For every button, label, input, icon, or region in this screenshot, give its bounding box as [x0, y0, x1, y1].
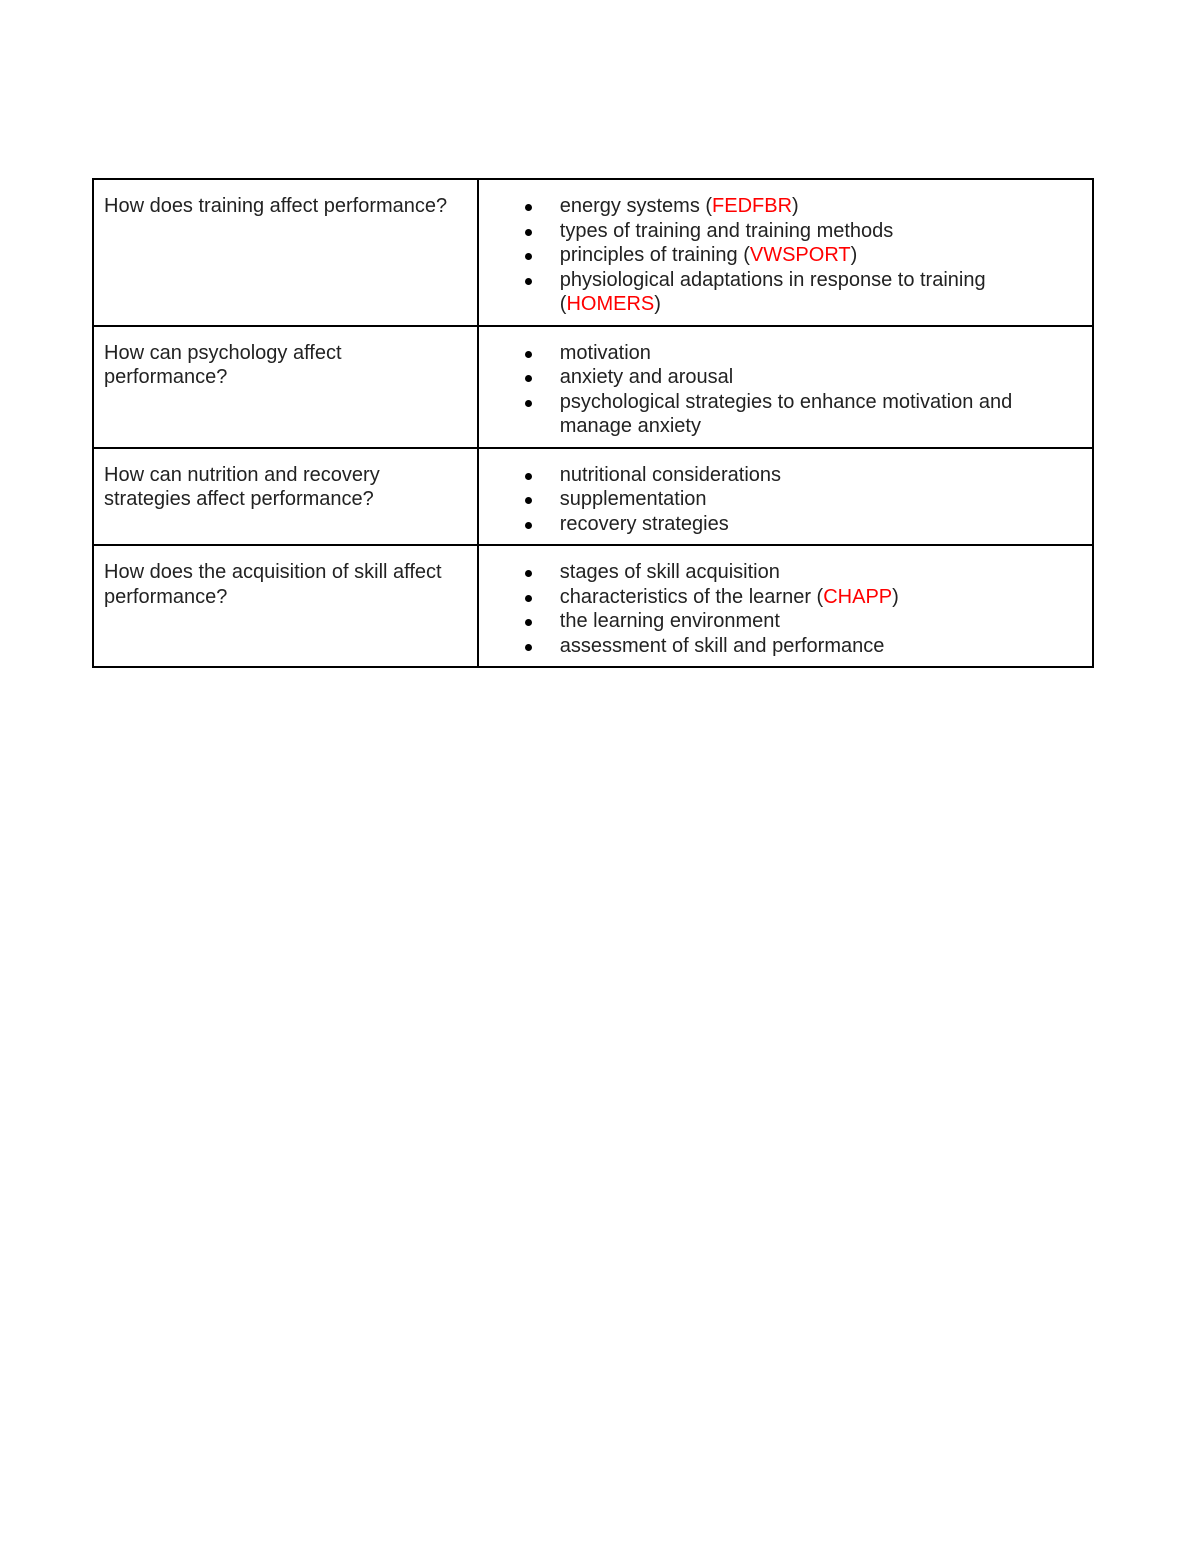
content-table — [92, 178, 1094, 668]
bullet-icon — [525, 253, 532, 260]
bullet-icon — [525, 278, 532, 285]
topic-text: supplementation — [559, 488, 707, 510]
list-item — [519, 463, 1082, 488]
bullet-icon — [525, 522, 532, 529]
bullet-icon — [525, 375, 532, 382]
list-item — [519, 219, 1082, 244]
list-item — [519, 609, 1082, 634]
list-item: principles of training (VWSPORT) — [519, 243, 1082, 268]
topic-list — [519, 463, 1082, 537]
bullet-icon — [525, 570, 532, 577]
list-item — [519, 390, 1082, 439]
bullet-icon — [525, 204, 532, 211]
acronym-text: CHAPP — [823, 585, 893, 608]
topic-text: psychological strategies to enhance motivation and manage anxiety — [559, 390, 1013, 437]
acronym-text: VWSPORT — [749, 244, 851, 266]
topic-text: nutritional considerations — [559, 463, 782, 486]
topic-list — [519, 560, 1082, 658]
topic-text: physiological adaptations in response to training — [559, 268, 986, 291]
list-item — [519, 560, 1082, 585]
topic-text: characteristics of the learner — [559, 585, 811, 608]
bullet-icon — [525, 229, 532, 236]
table-row — [93, 179, 1093, 326]
list-item: characteristics of the learner (CHAPP) — [519, 585, 1082, 610]
bullet-icon — [525, 595, 532, 602]
table-row — [93, 448, 1093, 546]
question-cell: How does training affect performance? — [93, 179, 478, 326]
topic-list — [519, 194, 1082, 317]
list-item — [519, 341, 1082, 366]
topic-text: motivation — [559, 341, 651, 364]
topic-text: stages of skill acquisition — [559, 561, 780, 583]
table-row — [93, 326, 1093, 448]
bullet-icon — [525, 473, 532, 480]
topic-text: recovery strategies — [559, 512, 729, 535]
topic-text: assessment of skill and performance — [559, 634, 885, 657]
acronym-text: FEDFBR — [712, 195, 793, 217]
bullet-icon — [525, 497, 532, 504]
list-item: physiological adaptations in response to training (HOMERS) — [519, 268, 1082, 317]
list-item — [519, 512, 1082, 537]
topic-text: anxiety and arousal — [559, 366, 734, 388]
list-item — [519, 487, 1082, 512]
topics-cell — [478, 448, 1093, 546]
table-row — [93, 545, 1093, 667]
bullet-icon — [525, 644, 532, 651]
list-item — [519, 634, 1082, 659]
topics-cell — [478, 545, 1093, 667]
question-cell: How does the acquisition of skill affect performance? — [93, 545, 478, 667]
list-item — [519, 365, 1082, 390]
topic-text: energy systems — [559, 195, 700, 217]
topic-text: the learning environment — [559, 610, 780, 632]
question-cell: How can nutrition and recovery strategies affect performance? — [93, 448, 478, 546]
topics-cell — [478, 326, 1093, 448]
list-item: energy systems (FEDFBR) — [519, 194, 1082, 219]
acronym-text: HOMERS — [566, 293, 655, 315]
bullet-icon — [525, 400, 532, 407]
topic-list — [519, 341, 1082, 439]
topic-text: types of training and training methods — [559, 219, 894, 242]
bullet-icon — [525, 619, 532, 626]
question-cell: How can psychology affect performance? — [93, 326, 478, 448]
bullet-icon — [525, 351, 532, 358]
topics-cell — [478, 179, 1093, 326]
topic-text: principles of training — [559, 244, 738, 266]
